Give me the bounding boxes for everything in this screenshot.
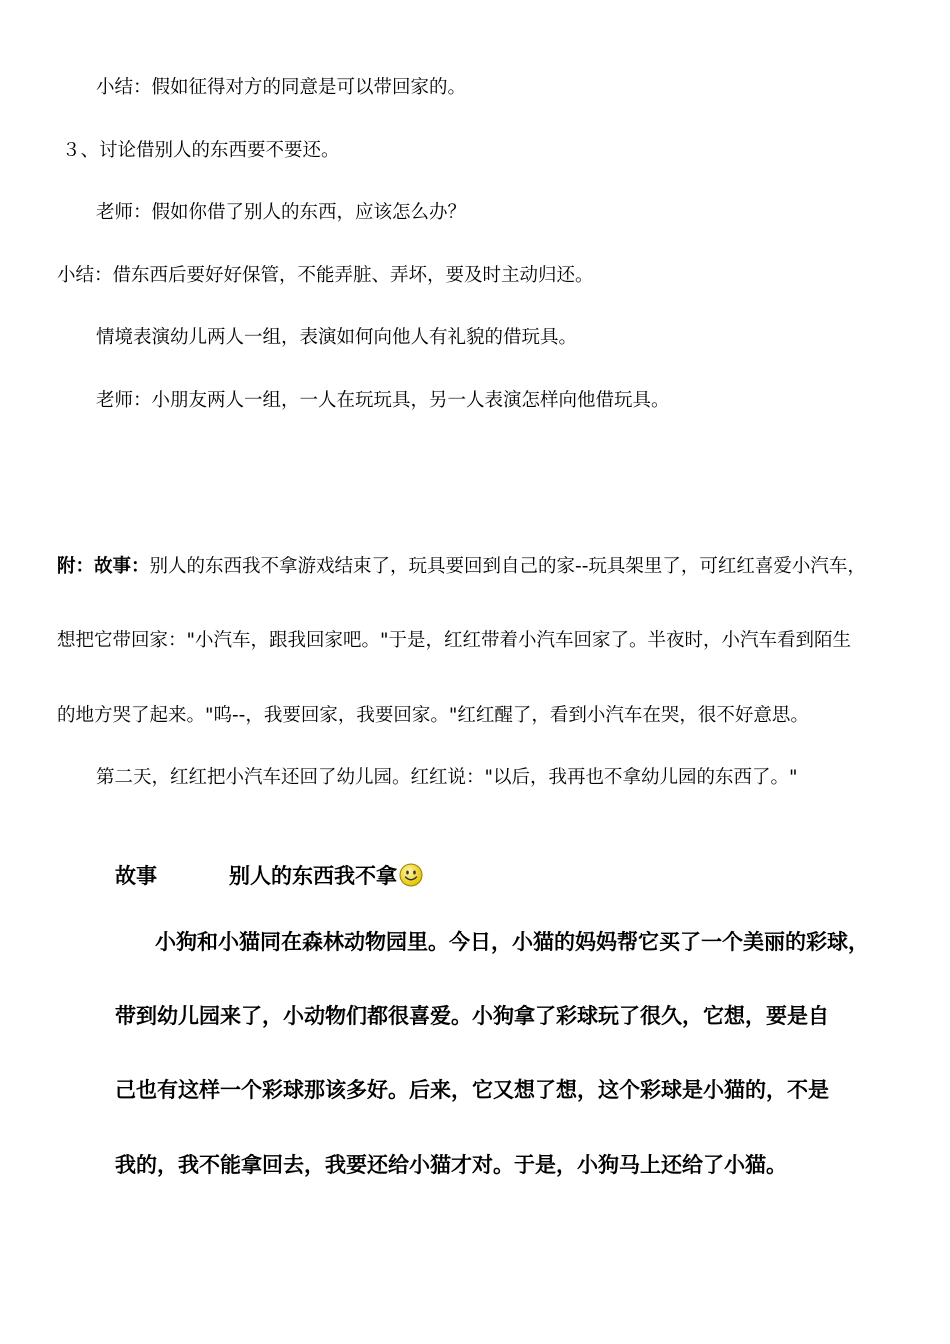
discussion-item-3: ３、讨论借别人的东西要不要还。 <box>62 140 340 161</box>
appendix-label: 附：故事： <box>57 556 150 577</box>
story-line-4: 我的，我不能拿回去，我要还给小猫才对。于是，小狗马上还给了小猫。 <box>115 1153 787 1177</box>
roleplay-instruction: 情境表演幼儿两人一组，表演如何向他人有礼貌的借玩具。 <box>96 327 578 348</box>
appendix-line-3: 的地方哭了起来。"呜--，我要回家，我要回家。"红红醒了，看到小汽车在哭，很不好意思。 <box>57 705 809 726</box>
smiley-icon <box>399 863 423 894</box>
story-line-3: 己也有这样一个彩球那该多好。后来，它又想了想，这个彩球是小猫的，不是 <box>115 1078 829 1102</box>
appendix-line-4: 第二天，红红把小汽车还回了幼儿园。红红说："以后，我再也不拿幼儿园的东西了。" <box>96 767 798 788</box>
appendix-line-1 <box>57 555 866 579</box>
story-line-1: 小狗和小猫同在森林动物园里。今日，小猫的妈妈帮它买了一个美丽的彩球， <box>155 930 869 954</box>
story-line-2: 带到幼儿园来了，小动物们都很喜爱。小狗拿了彩球玩了很久，它想，要是自 <box>115 1004 829 1028</box>
story-heading-title: 别人的东西我不拿 <box>229 864 397 888</box>
teacher-roleplay-instruction: 老师：小朋友两人一组，一人在玩玩具，另一人表演怎样向他借玩具。 <box>96 390 670 411</box>
story-heading-label: 故事 <box>115 864 157 888</box>
teacher-question: 老师：假如你借了别人的东西，应该怎么办？ <box>96 202 467 223</box>
appendix-text: 别人的东西我不拿游戏结束了，玩具要回到自己的家--玩具架里了，可红红喜爱小汽车， <box>149 556 866 577</box>
story-heading <box>115 862 423 894</box>
summary-text-1: 小结：假如征得对方的同意是可以带回家的。 <box>96 77 467 98</box>
summary-text-2: 小结：借东西后要好好保管，不能弄脏、弄坏，要及时主动归还。 <box>57 265 594 286</box>
appendix-line-2: 想把它带回家："小汽车，跟我回家吧。"于是，红红带着小汽车回家了。半夜时，小汽车看到陌生 <box>57 630 852 651</box>
